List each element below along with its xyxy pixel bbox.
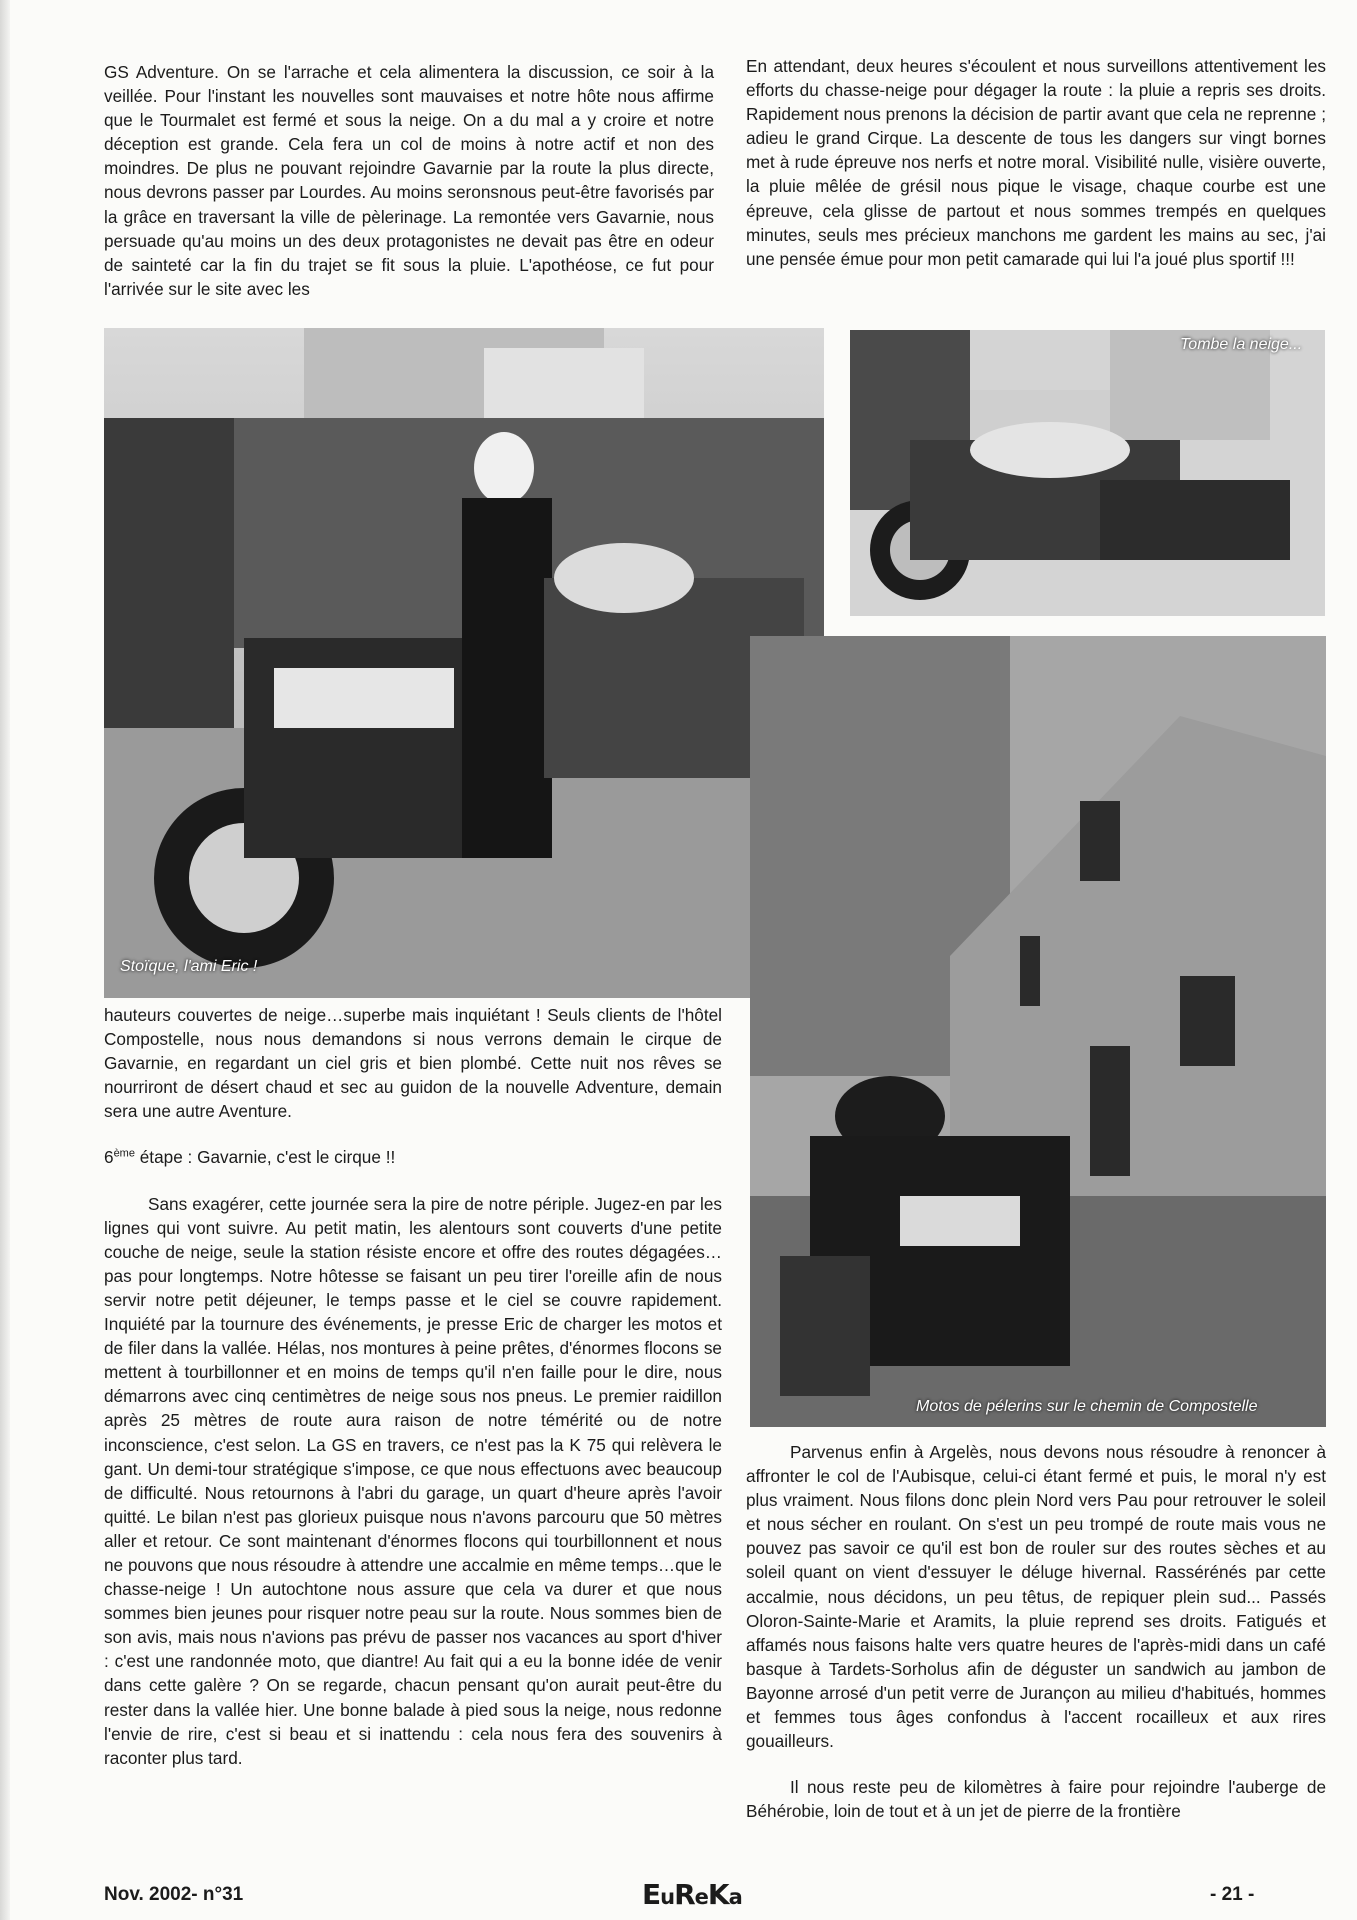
photo-eric-motorcycle-image: [104, 328, 824, 998]
section-heading-etape6: [104, 1145, 722, 1169]
caption-top-right-photo: Tombe la neige...: [1180, 336, 1303, 353]
column-left-top: [104, 60, 714, 301]
paragraph-right-bottom-2: Il nous reste peu de kilomètres à faire pour rejoindre l'auberge de Béhérobie, loin de tout et à un jet de pierre de la frontière: [746, 1777, 1326, 1822]
photo-snowy-motorcycle: [850, 330, 1325, 616]
page-binding-edge: [0, 0, 10, 1920]
photo-eric-motorcycle: [104, 328, 824, 998]
footer-issue: Nov. 2002- n°31: [104, 1884, 244, 1905]
column-left-bottom: [104, 1003, 722, 1770]
paragraph-left-top: GS Adventure. On se l'arrache et cela alimentera la discussion, ce soir à la veillée. Pour l'instant les nouvelles sont mauvaises et notre hôte nous affirme que le Tourmalet est fermé et sous la neige. On a du mal a y croire et notre déception est grande. Cela fera un col de moins à notre actif et non des moindres. De plus ne pouvant rejoindre Gavarnie par la route la plus directe, nous devrons passer par Lourdes. Au moins seronsnous peut-être favorisés par la grâce en traversant la ville de pèlerinage. La remontée vers Gavarnie, nous persuade qu'au moins un des deux protagonistes ne devait pas être en odeur de sainteté car la fin du trajet se fit sous la pluie. L'apothéose, ce fut pour l'arrivée sur le site avec les: [104, 62, 714, 299]
caption-bottom-right-photo: Motos de pélerins sur le chemin de Compostelle: [916, 1398, 1258, 1415]
paragraph-left-bottom-2: Sans exagérer, cette journée sera la pire de notre périple. Jugez-en par les lignes qui vont suivre. Au petit matin, les alentours sont couverts d'une petite couche de neige, seule la station résiste encore et offre des routes dégagées…pas pour longtemps. Notre hôtesse se faisant un peu tirer l'oreille afin de nous servir notre petit déjeuner, le temps passe et le ciel se couvre rapidement. Inquiété par la tournure des événements, je presse Eric de charger les motos et de filer dans la vallée. Hélas, nos montures à peine prêtes, d'énormes flocons se mettent à tourbillonner et en moins de temps qu'il n'en faille pour le dire, nous démarrons avec cinq centimètres de neige sous nos pneus. Le premier raidillon après 25 mètres de route aura raison de notre témérité ou de notre inconscience, c'est selon. La GS en travers, ce n'est pas la K 75 qui relèvera le gant. Un demi-tour stratégique s'impose, ce que nous effectuons avec beaucoup de difficulté. Nous retournons à l'abri du garage, un quart d'heure après l'avoir quitté. Le bilan n'est pas glorieux puisque nous n'avons parcouru que 50 mètres aller et retour. Ce sont maintenant d'énormes flocons qui tourbillonnent et nous ne pouvons que nous résoudre à attendre une accalmie en même temps…que le chasse-neige ! Un autochtone nous assure que cela va durer et que nous sommes bien jeunes pour risquer notre peau sur la route. Nous sommes bien de son avis, mais nous n'avions pas prévu de passer nos vacances au sport d'hiver : c'est une randonnée moto, que diantre! Au fait qui a eu la bonne idée de venir dans cette galère ? On se regarde, chacun pensant qu'on aurait peut-être du rester dans la vallée hier. Une bonne balade à pied sous la neige, nous redonne l'envie de rire, c'est si beau et si inattendu : cela nous fera des souvenirs à raconter plus tard.: [104, 1193, 722, 1768]
paragraph-left-bottom-1: hauteurs couvertes de neige…superbe mais inquiétant ! Seuls clients de l'hôtel Compostelle, nous nous demandons si nous verrons demain le cirque de Gavarnie, en regardant un ciel gris et bien plombé. Cette nuit nos rêves se nourriront de désert chaud et sec au guidon de la nouvelle Adventure, demain sera une autre Aventure.: [104, 1005, 722, 1122]
heading-number: 6: [104, 1147, 114, 1168]
photo-compostelle-road-image: [750, 636, 1326, 1427]
footer-page-number: - 21 -: [1210, 1884, 1255, 1905]
column-right-top: [746, 54, 1326, 271]
photo-compostelle-road: [750, 636, 1326, 1427]
paragraph-right-bottom-1: Parvenus enfin à Argelès, nous devons nous résoudre à renoncer à affronter le col de l'Aubisque, celui-ci étant fermé et puis, le moral n'y est plus vraiment. Nous filons donc plein Nord vers Pau pour retrouver le soleil et nous sécher en roulant. On s'est un peu trompé de route mais vous ne pouvez pas savoir ce qu'il est bon de rouler sur des routes sèches et au soleil quant on vient d'essuyer le déluge hivernal. Rassérénés par cette accalmie, nous décidons, un peu têtus, de repiquer plein sud... Passés Oloron-Sainte-Marie et Aramits, la pluie reprend ses droits. Fatigués et affamés nous faisons halte vers quatre heures de l'après-midi dans un café basque à Tardets-Sorholus afin de déguster un sandwich au jambon de Bayonne arrosé d'un petit verre de Jurançon au milieu d'habitués, hommes et femmes tous âges confondus à l'accent rocailleux et aux rires gouailleurs.: [746, 1442, 1326, 1752]
paragraph-right-top: En attendant, deux heures s'écoulent et nous surveillons attentivement les efforts du chasse-neige pour dégager la route : la pluie a repris ses droits. Rapidement nous prenons la décision de partir avant que cela ne reprenne ; adieu le grand Cirque. La descente de tous les dangers sur vingt bornes met à rude épreuve nos nerfs et notre moral. Visibilité nulle, visière ouverte, la pluie mêlée de grésil nous pique le visage, chaque courbe est une épreuve, cela glisse de partout et nous sommes trempés en quelques minutes, seuls mes précieux manchons me gardent les mains au sec, j'ai une pensée émue pour mon petit camarade qui lui l'a joué plus sportif !!!: [746, 56, 1326, 269]
eureka-logo: EuReKa: [642, 1878, 742, 1911]
photo-snowy-motorcycle-image: [850, 330, 1325, 616]
heading-text: étape : Gavarnie, c'est le cirque !!: [134, 1147, 396, 1168]
caption-large-photo: Stoïque, l'ami Eric !: [120, 958, 258, 975]
column-right-bottom: [746, 1440, 1326, 1823]
heading-superscript: ème: [113, 1147, 135, 1160]
